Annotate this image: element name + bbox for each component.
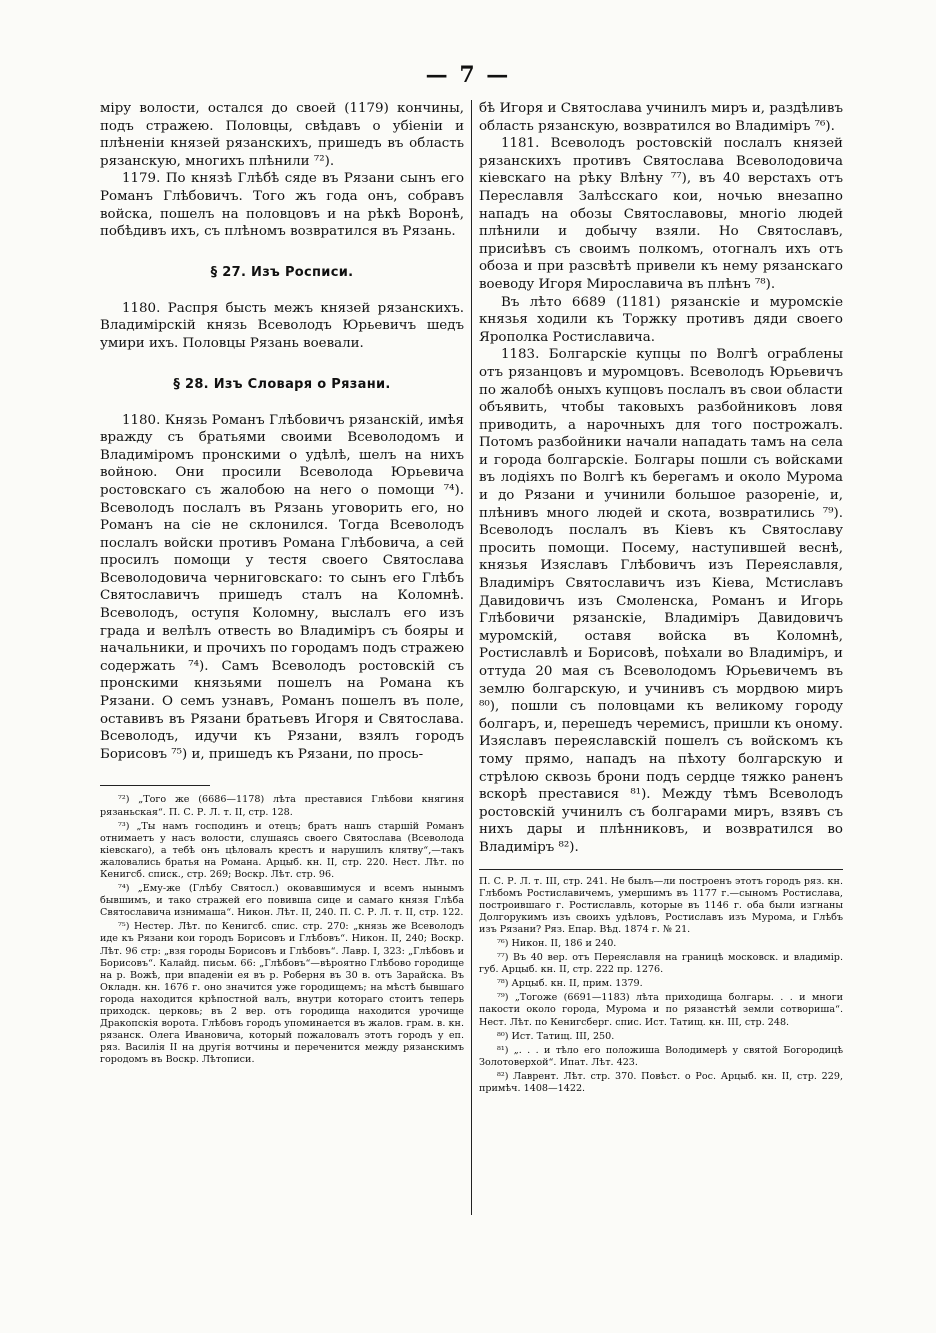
footnote: П. С. Р. Л. т. III, стр. 241. Не былъ—ли построенъ этотъ городъ ряз. кн. Глѣбомъ Ростиславичемъ, умершимъ въ 1177 г.—сыномъ Ростислава, построившаго г. Ростиславль, которые въ 1146 г. оба были изгнаны Долгорукимъ изъ своихъ удѣловъ, Ростиславъ изъ Мурома, и Глѣбъ изъ Рязани? Ряз. Епар. Вѣд. 1874 г. № 21. <box>479 875 843 935</box>
footnote-divider <box>479 869 843 870</box>
paragraph: 1180. Князь Романъ Глѣбовичъ рязанскій, имѣя вражду съ братьями своими Всеволодомъ и Владиміромъ пронскими о удѣлѣ, шелъ на нихъ войною. Они просили Всеволода Юрьевича ростовскаго съ жалобою на него о помощи ⁷⁴). Всеволодъ послалъ въ Рязань уговорить его, но Романъ на сіе не склонился. Тогда Всеволодъ послалъ войски противъ Романа Глѣбовича, а сей просилъ помощи у тестя своего Святослава Всеволодовича черниговскаго: то сынъ его Глѣбъ Святославичъ пришедъ сталъ на Коломнѣ. Всеволодъ, оступя Коломну, выслалъ его изъ града и велѣлъ отвесть во Владиміръ съ бояры и начальники, и прочихъ по городамъ подъ стражею содержать ⁷⁴). Самъ Всеволодъ ростовскій съ пронскими князьями пошелъ на Романа къ Рязани. О семъ узнавъ, Романъ пошелъ въ поле, оставивъ въ Рязани братьевъ Игоря и Святослава. Всеволодъ, идучи къ Рязани, взялъ городъ Борисовъ ⁷⁵) и, пришедъ къ Рязани, по прось- <box>100 412 464 762</box>
left-body <box>100 100 464 763</box>
footnote: ⁷³) „Ты намъ господинъ и отецъ; братъ нашъ старшій Романъ отнимаетъ у насъ волости, слушаясь своего Святослава (Всеволода кіевскаго), а тебѣ онъ цѣловалъ крестъ и нарушилъ клятву“,—такъ жаловались братья на Романа. Арцыб. кн. II, стр. 220. Нест. Лѣт. по Кенигсб. списк., стр. 269; Воскр. Лѣт. стр. 96. <box>100 820 464 880</box>
footnote: ⁸¹) „. . . и тѣло его положиша Володимерѣ у святой Богородицѣ Золотоверхой“. Ипат. Лѣт. 423. <box>479 1044 843 1068</box>
footnote: ⁷⁵) Нестер. Лѣт. по Кенигсб. спис. стр. 270: „князь же Всеволодъ иде къ Рязани кои городъ Борисовъ и Глѣбовъ“. Никон. II, 240; Воскр. Лѣт. 96 стр: „взя городы Борисовъ и Глѣбовъ“. Лавр. I, 323: „Глѣбовъ и Борисовъ“. Калайд. письм. 66: „Глѣбовъ“—вѣроятно Глѣбово городище на р. Вожѣ, при впаденіи ея въ р. Роберня въ 30 в. отъ Зарайска. Въ Окладн. кн. 1676 г. оно значится уже городищемъ; на мѣстѣ бывшаго города находится крѣпостной валъ, внутри котораго стоитъ теперь приходск. церковь; въ 2 вер. отъ городища находится урочище Дракопскія ворота. Глѣбовъ городъ упоминается въ жалов. грам. в. кн. рязанск. Олега Ивановича, который пожаловалъ этотъ городъ у еп. ряз. Василія II на другія вотчины и переченится между рязанскимъ городомъ въ Воскр. Лѣтописи. <box>100 921 464 1066</box>
footnote-divider <box>100 785 210 786</box>
footnote: ⁷²) „Того же (6686—1178) лѣта преставися Глѣбови княгиня рязаньская“. П. С. Р. Л. т. II, стр. 128. <box>100 794 464 818</box>
footnote: ⁸²) Лаврент. Лѣт. стр. 370. Повѣст. о Рос. Арцыб. кн. II, стр. 229, примѣч. 1408—1422. <box>479 1070 843 1095</box>
left-column <box>100 100 464 1068</box>
paragraph: бѣ Игоря и Святослава учинилъ миръ и, раздѣливъ область рязанскую, возвратился во Владиміръ ⁷⁶). <box>479 101 843 134</box>
section-heading-27: § 27. Изъ Росписи. <box>210 264 354 280</box>
right-column <box>479 100 843 1097</box>
paragraph: міру волости, остался до своей (1179) кончины, подъ стражею. Половцы, свѣдавъ о убіеніи и плѣненіи князей рязанскихъ, пришедъ въ область рязанскую, многихъ плѣнили ⁷²). <box>100 101 464 169</box>
paragraph: 1179. По князѣ Глѣбѣ сяде въ Рязани сынъ его Романъ Глѣбовичъ. Того жъ года онъ, собравъ войска, пошелъ на половцовъ и на рѣкѣ Воронѣ, побѣдивъ ихъ, съ плѣномъ возвратился въ Рязань. <box>100 171 464 240</box>
section-heading-28: § 28. Изъ Словаря о Рязани. <box>173 376 391 392</box>
footnote: ⁷⁹) „Тогоже (6691—1183) лѣта приходища болгары. . . и многи пакости около города, Мурома и по рязанстѣй земли сотвориша“. Нест. Лѣт. по Кенигсберг. спис. Ист. Татищ. кн. III, стр. 248. <box>479 992 843 1028</box>
paragraph: Въ лѣто 6689 (1181) рязанскіе и муромскіе князья ходили къ Торжку противъ дяди своего Ярополка Ростиславича. <box>479 294 843 345</box>
left-footnotes <box>100 794 464 1066</box>
footnote: ⁷⁸) Арцыб. кн. II, прим. 1379. <box>497 978 643 990</box>
paragraph: 1180. Распря бысть межъ князей рязанскихъ. Владимірскій князь Всеволодъ Юрьевичъ шедъ умири ихъ. Половцы Рязань воевали. <box>100 300 464 351</box>
paragraph: 1181. Всеволодъ ростовскій послалъ князей рязанскихъ противъ Святослава Всеволодовича кіевскаго на рѣку Влѣну ⁷⁷), въ 40 верстахъ отъ Переславля Залѣсскаго кои, ночью внезапно нападъ на обозы Святославовы, многіо людей плѣнили и добычу взяли. Но Святославъ, присиѣвъ съ своимъ полкомъ, отогналъ ихъ отъ обоза и при разсвѣтѣ привели къ нему рязанскаго воеводу Игоря Мирославича въ плѣнъ ⁷⁸). <box>479 136 843 292</box>
paragraph: 1183. Болгарскіе купцы по Волгѣ ограблены отъ рязанцовъ и муромцовъ. Всеволодъ Юрьевичъ по жалобѣ оныхъ купцовъ послалъ въ свои области объявить, чтобы таковыхъ разбойниковъ ловя приводить, а нарочныхъ для того построжалъ. Потомъ разбойники начали нападать тамъ на села и города болгарскіе. Болгары пошли съ войсками въ лодіяхъ по Волгѣ къ берегамъ и около Мурома и до Рязани и учинили большое разореніе, и, плѣнивъ много людей и скота, возвратились ⁷⁹). Всеволодъ послалъ въ Кіевъ къ Святославу просить помощи. Посему, наступившей веснѣ, князья Изяславъ Глѣбовичъ изъ Переяславля, Владиміръ Святославичъ изъ Кіева, Мстиславъ Давидовичъ изъ Смоленска, Романъ и Игорь Глѣбовичи рязанскіе, Владиміръ Давидовичъ муромскій, оставя войска въ Коломнѣ, Ростиславлѣ и Борисовѣ, поѣхали во Владиміръ, и оттуда 20 мая съ Всеволодомъ Юрьевичемъ въ землю болгарскую, и учинивъ съ мордвою миръ ⁸⁰), пошли съ половцами къ великому городу болгаръ, и, перешедъ черемисъ, пришли къ оному. Изяславъ переяславскій пошелъ съ войскомъ къ тому прямо, нападъ на пѣхоту болгарскую и стрѣлою сквозь брони подъ сердце тяжко раненъ вскорѣ преставися ⁸¹). Между тѣмъ Всеволодъ ростовскій учинилъ съ болгарами миръ, взявъ съ нихъ дары и плѣнниковъ, и возвратился во Владиміръ ⁸²). <box>479 347 843 855</box>
footnote: ⁷⁴) „Ему-же (Глѣбу Святосл.) оковавшимуся и всемъ нынымъ бывшимъ, и тако стражей его повивша сице и самаго князя Глѣба Святославича изнимаша“. Никон. Лѣт. II, 240. П. С. Р. Л. т. II, стр. 122. <box>100 883 464 919</box>
column-divider <box>471 100 472 1215</box>
page-number: — 7 — <box>425 62 511 88</box>
right-body <box>479 100 843 857</box>
footnote: ⁷⁷) Въ 40 вер. отъ Переяславля на границѣ московск. и владимір. губ. Арцыб. кн. II, стр. 222 пр. 1276. <box>479 952 843 976</box>
footnote: ⁷⁶) Никон. II, 186 и 240. <box>497 938 617 949</box>
right-footnotes <box>479 876 843 1096</box>
footnote: ⁸⁰) Ист. Татищ. III, 250. <box>497 1030 615 1042</box>
